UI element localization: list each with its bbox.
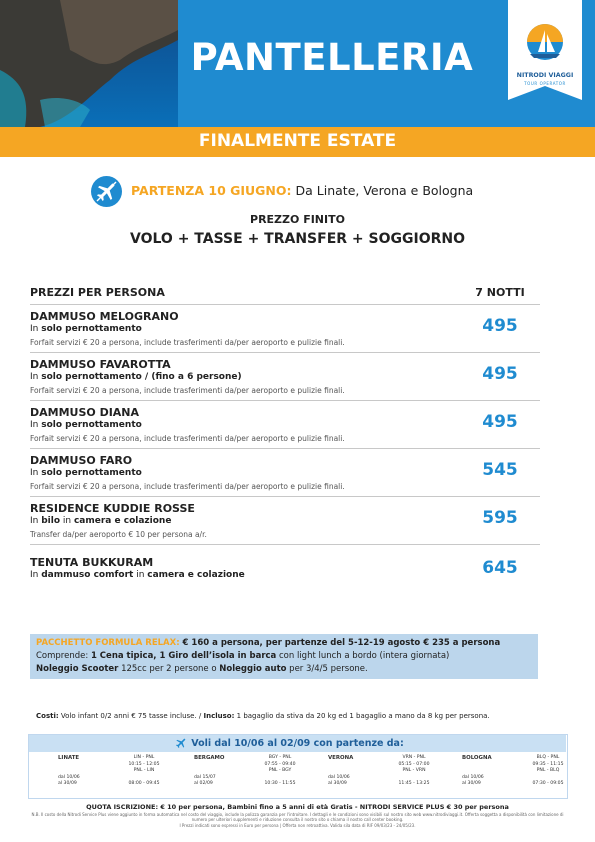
relax-rental: Noleggio Scooter 125cc per 2 persone o Noleggio auto per 3/4/5 persone. (36, 664, 368, 674)
plane-icon (91, 176, 122, 207)
accommodation-name: DAMMUSO MELOGRANO (30, 310, 179, 323)
price-type: PREZZO FINITO (250, 213, 345, 226)
price: 495 (482, 364, 518, 384)
price: 495 (482, 412, 518, 432)
row-note: Forfait servizi € 20 a persona, include trasferimenti da/per aeroporto e pulizie finali. (30, 482, 345, 491)
departure-label: PARTENZA 10 GIUGNO: (131, 183, 292, 198)
treatment: In dammuso comfort in camera e colazione (30, 570, 245, 580)
flights-title: Voli dal 10/06 al 02/09 con partenze da: (191, 738, 404, 749)
relax-title: PACCHETTO FORMULA RELAX: (36, 638, 180, 648)
row-note: Forfait servizi € 20 a persona, include trasferimenti da/per aeroporto e pulizie finali. (30, 338, 345, 347)
price: 545 (482, 460, 518, 480)
row-note: Forfait servizi € 20 a persona, include trasferimenti da/per aeroporto e pulizie finali. (30, 434, 345, 443)
table-header-right: 7 NOTTI (475, 286, 525, 299)
fine-print-validity: I Prezzi indicati sono espressi in Euro per persona | Offerta non retroattiva. Valida sila data di RIF 09/03/23 - 24/05/23. (179, 823, 416, 828)
treatment: In solo pernottamento (30, 420, 142, 430)
costs-line: Costi: Volo infant 0/2 anni € 75 tasse incluse. / Incluso: 1 bagaglio da stiva da 20 kg ed 1 bagaglio a mano da 8 kg per persona. (36, 712, 490, 720)
divider (30, 352, 540, 353)
table-header-left: PREZZI PER PERSONA (30, 286, 165, 299)
relax-price: € 160 a persona, per partenze del 5-12-19 agosto € 235 a persona (179, 638, 501, 648)
logo-name: NITRODI VIAGGI (516, 72, 574, 79)
treatment: In solo pernottamento (30, 324, 142, 334)
divider (30, 400, 540, 401)
logo-subtitle: TOUR OPERATOR (524, 81, 566, 86)
offer-includes: VOLO + TASSE + TRANSFER + SOGGIORNO (130, 231, 465, 247)
relax-title-line (36, 638, 500, 648)
departure-line (131, 183, 473, 198)
accommodation-name: RESIDENCE KUDDIE ROSSE (30, 502, 195, 515)
divider (30, 496, 540, 497)
destination-title: PANTELLERIA (190, 36, 474, 79)
treatment: In bilo in camera e colazione (30, 516, 172, 526)
accommodation-name: DAMMUSO FARO (30, 454, 133, 467)
registration-fee-note: QUOTA ISCRIZIONE: € 10 per persona, Bambini fino a 5 anni di età Gratis - NITRODI SERVICE PLUS € 30 per persona (86, 803, 509, 811)
header-photo (0, 0, 178, 127)
divider (30, 304, 540, 305)
treatment: In solo pernottamento / (fino a 6 persone) (30, 372, 242, 382)
fine-print: N.B. Il costo della Nitrodi Service Plus viene aggiunto in forma automatica nel costo del viaggio, include la polizza garanzia per l'introitare. I dettagli e le condizioni sono visibili sul nostro sito web www.nitrodiviaggi.it. Offerta soggetta a disponibilità con limitazione di numero per ulteriori supplementi e riduzione consulta il nostro sito o chiama il nostro call center booking. (31, 812, 564, 822)
relax-includes: Comprende: 1 Cena tipica, 1 Giro dell’isola in barca con light lunch a bordo (intera giornata) (36, 651, 450, 661)
departure-cities: Da Linate, Verona e Bologna (295, 183, 474, 198)
accommodation-name: TENUTA BUKKURAM (30, 556, 154, 569)
divider (30, 544, 540, 545)
accommodation-name: DAMMUSO FAVAROTTA (30, 358, 171, 371)
price: 495 (482, 316, 518, 336)
subtitle: FINALMENTE ESTATE (198, 131, 397, 151)
divider (30, 448, 540, 449)
row-note: Forfait servizi € 20 a persona, include trasferimenti da/per aeroporto e pulizie finali. (30, 386, 345, 395)
price: 595 (482, 508, 518, 528)
price: 645 (482, 558, 518, 578)
row-note: Transfer da/per aeroporto € 10 per persona a/r. (30, 530, 207, 539)
treatment: In solo pernottamento (30, 468, 142, 478)
accommodation-name: DAMMUSO DIANA (30, 406, 140, 419)
